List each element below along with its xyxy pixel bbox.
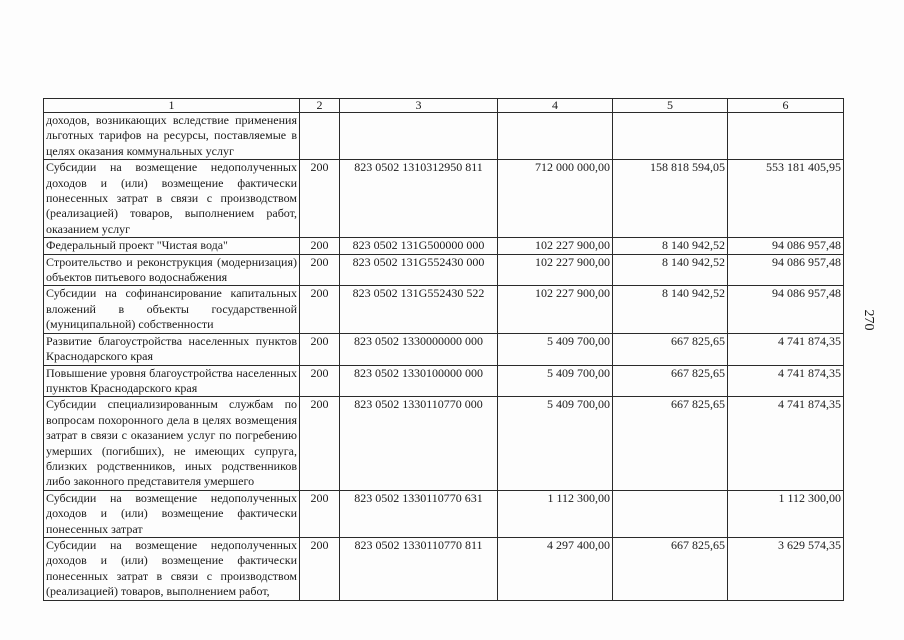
page-number: 270 — [861, 309, 876, 331]
row-name-cell: Субсидии на возмещение недополученных доходов и (или) возмещение фактически понесенных затрат в связи с производством (реализацией) товаров, выполнением работ, — [44, 537, 300, 600]
row-value-4-cell — [498, 113, 613, 160]
row-value-4-cell: 1 112 300,00 — [498, 490, 613, 537]
column-header-2: 2 — [300, 99, 340, 113]
row-value-5-cell: 8 140 942,52 — [613, 238, 728, 254]
table-row — [44, 238, 844, 254]
row-code-cell: 823 0502 131G552430 522 — [340, 286, 498, 333]
row-value-4-cell: 102 227 900,00 — [498, 254, 613, 286]
row-col2-cell — [300, 113, 340, 160]
row-value-4-cell: 712 000 000,00 — [498, 160, 613, 238]
row-code-cell: 823 0502 1310312950 811 — [340, 160, 498, 238]
row-code-cell: 823 0502 1330110770 000 — [340, 397, 498, 490]
row-value-6-cell: 4 741 874,35 — [728, 397, 844, 490]
row-code-cell — [340, 113, 498, 160]
table-row — [44, 333, 844, 365]
column-header-5: 5 — [613, 99, 728, 113]
row-code-cell: 823 0502 1330110770 811 — [340, 537, 498, 600]
row-code-cell: 823 0502 1330110770 631 — [340, 490, 498, 537]
row-name-cell: Субсидии специализированным службам по вопросам похоронного дела в целях возмещения затрат в связи с оказанием услуг по погребению умерших (погибших), не имеющих супруга, близких родственников, иных родственников либо законного представителя умершего — [44, 397, 300, 490]
row-value-4-cell: 102 227 900,00 — [498, 286, 613, 333]
row-value-5-cell: 667 825,65 — [613, 537, 728, 600]
row-value-4-cell: 5 409 700,00 — [498, 397, 613, 490]
row-col2-cell: 200 — [300, 254, 340, 286]
row-value-6-cell — [728, 113, 844, 160]
table-row — [44, 490, 844, 537]
row-value-5-cell: 667 825,65 — [613, 333, 728, 365]
row-col2-cell: 200 — [300, 333, 340, 365]
row-value-5-cell: 8 140 942,52 — [613, 254, 728, 286]
column-header-3: 3 — [340, 99, 498, 113]
row-name-cell: Субсидии на софинансирование капитальных вложений в объекты государственной (муниципальной) собственности — [44, 286, 300, 333]
row-value-6-cell: 4 741 874,35 — [728, 365, 844, 397]
row-value-6-cell: 4 741 874,35 — [728, 333, 844, 365]
row-col2-cell: 200 — [300, 365, 340, 397]
row-value-5-cell — [613, 490, 728, 537]
row-name-cell: Повышение уровня благоустройства населенных пунктов Краснодарского края — [44, 365, 300, 397]
table-row — [44, 365, 844, 397]
column-header-1: 1 — [44, 99, 300, 113]
row-value-5-cell: 8 140 942,52 — [613, 286, 728, 333]
row-col2-cell: 200 — [300, 160, 340, 238]
row-col2-cell: 200 — [300, 397, 340, 490]
header-row — [44, 99, 844, 113]
row-col2-cell: 200 — [300, 490, 340, 537]
row-code-cell: 823 0502 131G552430 000 — [340, 254, 498, 286]
row-value-6-cell: 3 629 574,35 — [728, 537, 844, 600]
row-value-5-cell: 667 825,65 — [613, 397, 728, 490]
row-value-6-cell: 94 086 957,48 — [728, 286, 844, 333]
table-row — [44, 113, 844, 160]
table-row — [44, 537, 844, 600]
table-row — [44, 160, 844, 238]
row-value-6-cell: 94 086 957,48 — [728, 238, 844, 254]
budget-table — [43, 98, 844, 601]
column-header-6: 6 — [728, 99, 844, 113]
row-value-4-cell: 5 409 700,00 — [498, 365, 613, 397]
row-value-6-cell: 553 181 405,95 — [728, 160, 844, 238]
row-col2-cell: 200 — [300, 537, 340, 600]
table-row — [44, 286, 844, 333]
row-value-4-cell: 5 409 700,00 — [498, 333, 613, 365]
row-value-5-cell — [613, 113, 728, 160]
row-code-cell: 823 0502 131G500000 000 — [340, 238, 498, 254]
row-value-4-cell: 102 227 900,00 — [498, 238, 613, 254]
row-value-6-cell: 94 086 957,48 — [728, 254, 844, 286]
row-name-cell: Субсидии на возмещение недополученных доходов и (или) возмещение фактически понесенных затрат в связи с производством (реализацией) товаров, выполнением работ, оказанием услуг — [44, 160, 300, 238]
row-code-cell: 823 0502 1330000000 000 — [340, 333, 498, 365]
row-value-6-cell: 1 112 300,00 — [728, 490, 844, 537]
table-row — [44, 397, 844, 490]
row-code-cell: 823 0502 1330100000 000 — [340, 365, 498, 397]
row-value-5-cell: 667 825,65 — [613, 365, 728, 397]
row-name-cell: Субсидии на возмещение недополученных доходов и (или) возмещение фактически понесенных затрат — [44, 490, 300, 537]
row-name-cell: доходов, возникающих вследствие применения льготных тарифов на ресурсы, поставляемые в целях оказания коммунальных услуг — [44, 113, 300, 160]
row-col2-cell: 200 — [300, 286, 340, 333]
row-name-cell: Строительство и реконструкция (модернизация) объектов питьевого водоснабжения — [44, 254, 300, 286]
table-row — [44, 254, 844, 286]
row-value-4-cell: 4 297 400,00 — [498, 537, 613, 600]
row-name-cell: Федеральный проект "Чистая вода" — [44, 238, 300, 254]
row-value-5-cell: 158 818 594,05 — [613, 160, 728, 238]
row-name-cell: Развитие благоустройства населенных пунктов Краснодарского края — [44, 333, 300, 365]
column-header-4: 4 — [498, 99, 613, 113]
row-col2-cell: 200 — [300, 238, 340, 254]
